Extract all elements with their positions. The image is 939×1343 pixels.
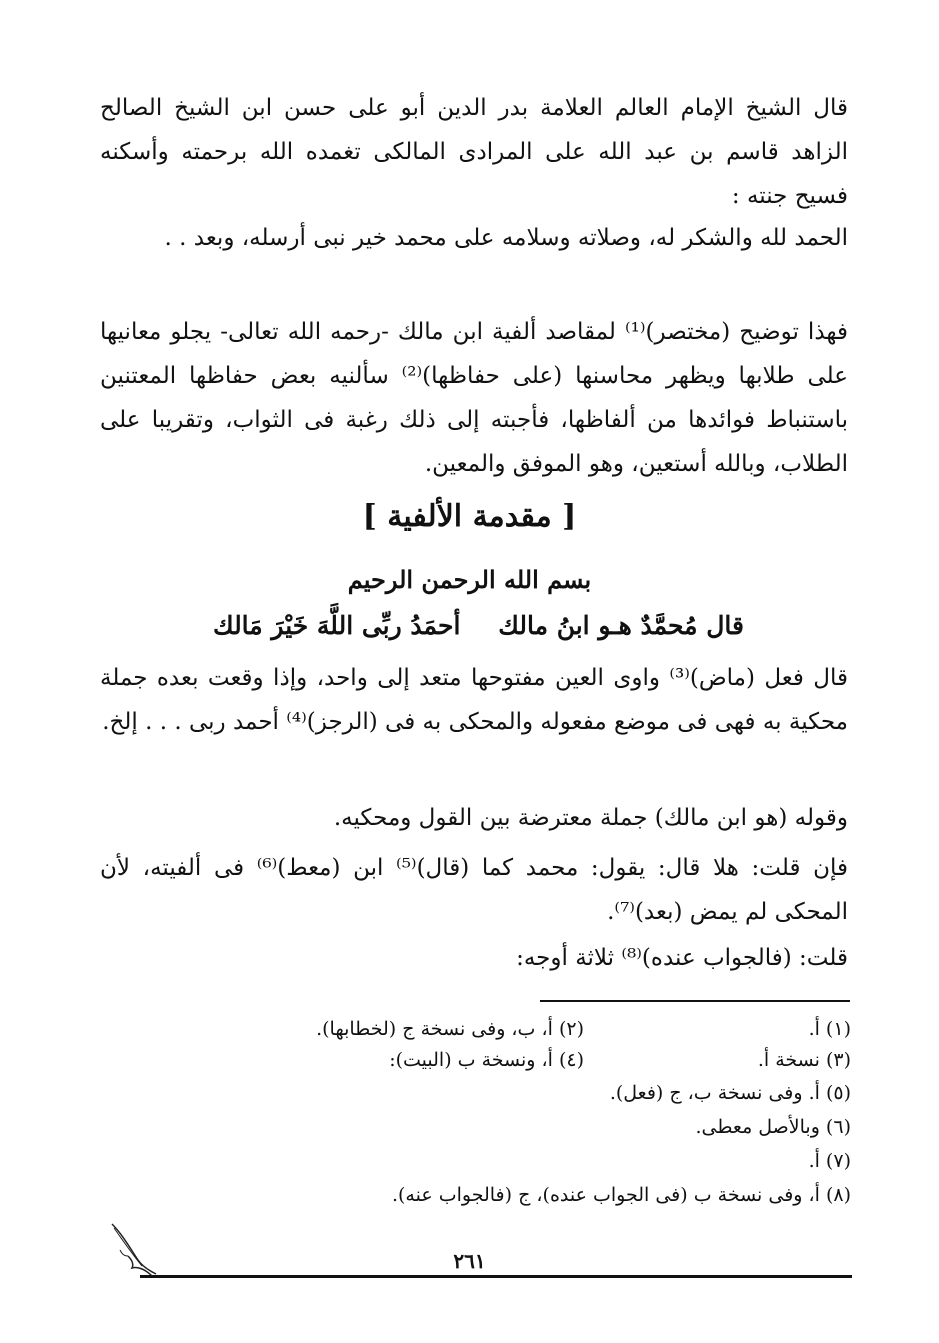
verse-first-hemistich: قال مُحمَّدٌ هـو ابنُ مالك xyxy=(498,611,744,640)
verse-second-hemistich: أحمَدُ ربِّى اللَّهَ خَيْرَ مَالك xyxy=(213,611,461,640)
footnote-7: (٧) أ. xyxy=(808,1150,851,1172)
answer-paragraph: قلت: (فالجواب عنده)⁽⁸⁾ ثلاثة أوجه: xyxy=(516,945,848,971)
qala-explanation-paragraph: قال فعل (ماض)⁽³⁾ واوى العين مفتوحها متعد إلى واحد، وإذا وقعت بعده جملة محكية به فهى فى موضع مفعوله والمحكى به فى (الرجز)⁽⁴⁾ أحمد ربى . . . إلخ. xyxy=(100,665,848,735)
question-paragraph: فإن قلت: هلا قال: يقول: محمد كما (قال)⁽⁵⁾ ابن (معط)⁽⁶⁾ فى ألفيته، لأن المحكى لم يمض (بعد)⁽⁷⁾. xyxy=(100,855,848,925)
footnote-3: (٣) نسخة أ. xyxy=(757,1049,851,1071)
purpose-paragraph: فهذا توضيح (مختصر)⁽¹⁾ لمقاصد ألفية ابن مالك -رحمه الله تعالى- يجلو معانيها على طلابها ويظهر محاسنها (على حفاظها)⁽²⁾ سألنيه بعض حفاظها المعتنين باستنباط فوائدها من ألفاظها، فأجبته إلى ذلك رغبة فى الثواب، وتقريبا على الطلاب، وبالله أستعين، وهو الموفق والمعين. xyxy=(100,319,848,477)
footnote-6: (٦) وبالأصل معطى. xyxy=(695,1116,851,1138)
huwa-explanation-paragraph: وقوله (هو ابن مالك) جملة معترضة بين القول ومحكيه. xyxy=(333,805,848,831)
footnote-separator xyxy=(540,1000,850,1002)
section-heading: [ مقدمة الألفية ] xyxy=(362,499,577,534)
footnote-1: (١) أ. xyxy=(808,1018,851,1040)
intro-paragraph: قال الشيخ الإمام العالم العلامة بدر الدين أبو على حسن ابن الشيخ الصالح الزاهد قاسم بن عبد الله على المرادى المالكى تغمده الله برحمته وأسكنه فسيح جنته : xyxy=(100,95,848,209)
basmala: بسم الله الرحمن الرحيم xyxy=(347,565,592,594)
footnote-5: (٥) أ. وفى نسخة ب، ج (فعل). xyxy=(609,1082,851,1104)
footnote-4: (٤) أ، ونسخة ب (البيت): xyxy=(389,1049,584,1071)
bottom-rule xyxy=(140,1275,852,1278)
page-number: ٢٦١ xyxy=(453,1249,486,1273)
hamd-paragraph: الحمد لله والشكر له، وصلاته وسلامه على محمد خير نبى أرسله، وبعد . . xyxy=(164,225,848,251)
footnote-2: (٢) أ، ب، وفى نسخة ج (لخطابها). xyxy=(316,1018,584,1040)
footnote-8: (٨) أ، وفى نسخة ب (فى الجواب عنده)، ج (فالجواب عنه). xyxy=(391,1184,851,1206)
